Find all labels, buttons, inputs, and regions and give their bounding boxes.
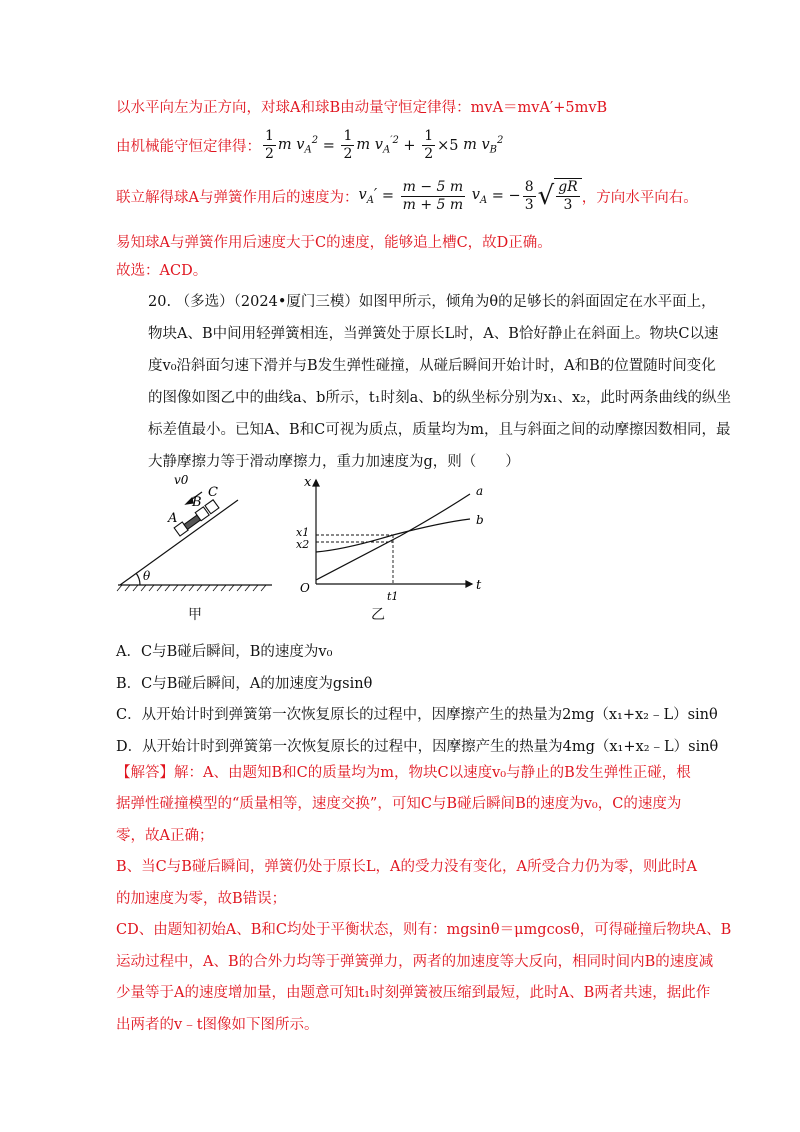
solution-line-5: 故选：ACD。 — [116, 263, 208, 279]
question-line-1 — [148, 292, 716, 312]
incline-surface — [120, 500, 238, 585]
velocity-suffix: ，方向水平向右。 — [581, 189, 698, 206]
answer-tag: 【解答】 — [116, 765, 174, 781]
question-line-4: 的图像如图乙中的曲线a、b所示，t₁时刻a、b的纵坐标分别为x₁、x₂，此时两条曲线的纵坐 — [148, 390, 731, 406]
x1-label: x1 — [296, 526, 310, 539]
caption-jia: 甲 — [188, 607, 202, 623]
question-line-6: 大静摩擦力等于滑动摩擦力，重力加速度为g，则（ ） — [148, 454, 520, 470]
question-text-1: 如图甲所示，倾角为θ的足够长的斜面固定在水平面上， — [358, 294, 716, 310]
energy-equation — [116, 128, 503, 163]
answer-line-8: 少量等于A的速度增加量，由题意可知t₁时刻弹簧被压缩到最短，此时A、B两者共速，据此作 — [116, 985, 711, 1001]
answer-line-2: 据弹性碰撞模型的“质量相等，速度交换”，可知C与B碰后瞬间B的速度为v₀，C的速度为 — [116, 796, 682, 812]
x2-label: x2 — [296, 538, 310, 551]
curve-b-label: b — [476, 513, 484, 527]
curve-a-label: a — [476, 484, 484, 498]
question-tag: （多选）（2024•厦门三模） — [175, 294, 359, 310]
option-c[interactable]: C．从开始计时到弹簧第一次恢复原长的过程中，因摩擦产生的热量为2mg（x₁+x₂﹣L）sinθ — [116, 707, 718, 723]
option-d[interactable]: D．从开始计时到弹簧第一次恢复原长的过程中，因摩擦产生的热量为4mg（x₁+x₂﹣L）sinθ — [116, 739, 719, 755]
axis-t: t — [476, 578, 482, 593]
answer-line-4: B、当C与B碰后瞬间，弹簧仍处于原长L，A的受力没有变化，A所受合力仍为零，则此时A — [116, 859, 697, 875]
velocity-formula: $v_A'$ = $\frac{m - 5 m}{m + 5 m}$ $v_A$ = − $\frac{8}{3}$ √ $\frac{gR}{3}$ — [358, 178, 581, 214]
label-b: B — [192, 495, 202, 510]
axis-x: x — [304, 475, 312, 490]
label-v0: v0 — [174, 473, 189, 487]
figure-incline — [110, 470, 280, 595]
answer-line-1 — [116, 763, 691, 783]
figure-graph — [290, 472, 490, 612]
energy-prefix: 由机械能守恒定律得： — [116, 139, 261, 155]
answer-line-3: 零，故A正确； — [116, 828, 214, 844]
question-number: 20. — [148, 294, 172, 310]
answer-line-7: 运动过程中，A、B的合外力均等于弹簧弹力，两者的加速度等大反向，相同时间内B的速度减 — [116, 954, 714, 970]
label-a: A — [168, 511, 178, 526]
answer-line-6: CD、由题知初始A、B和C均处于平衡状态，则有：mgsinθ＝μmgcosθ，可得碰撞后物块A、B — [116, 922, 732, 938]
question-line-5: 标差值最小。已知A、B和C可视为质点，质量均为m，且与斜面之间的动摩擦因数相同，最 — [148, 422, 731, 438]
energy-formula: $\frac{1}{2}$ m $v_A^2$ = $\frac{1}{2}$ m $v_A^{'2}$ + $\frac{1}{2}$ ×5 m $v_B^2$ — [265, 128, 504, 162]
answer-line-9: 出两者的v﹣t图像如下图所示。 — [116, 1017, 319, 1033]
solution-line-1: 以水平向左为正方向，对球A和球B由动量守恒定律得：mvA＝mvA′+5mvB — [116, 100, 608, 116]
caption-yi: 乙 — [371, 607, 385, 623]
answer-line-5: 的加速度为零，故B错误； — [116, 891, 287, 907]
solution-line-4: 易知球A与弹簧作用后速度大于C的速度，能够追上槽C，故D正确。 — [116, 235, 552, 251]
answer-text-1: 解：A、由题知B和C的质量均为m，物块C以速度v₀与静止的B发生弹性正碰，根 — [174, 765, 691, 781]
velocity-result — [116, 178, 698, 214]
origin-label: O — [300, 581, 310, 595]
question-line-2: 物块A、B中间用轻弹簧相连，当弹簧处于原长L时，A、B恰好静止在斜面上。物块C以速 — [148, 326, 719, 342]
t1-label: t1 — [387, 590, 399, 603]
velocity-prefix: 联立解得球A与弹簧作用后的速度为： — [116, 189, 359, 206]
option-a[interactable]: A．C与B碰后瞬间，B的速度为v₀ — [116, 644, 333, 660]
question-line-3: 度v₀沿斜面匀速下滑并与B发生弹性碰撞，从碰后瞬间开始计时，A和B的位置随时间变化 — [148, 358, 716, 374]
label-c: C — [208, 485, 218, 500]
label-theta: θ — [143, 569, 151, 583]
option-b[interactable]: B．C与B碰后瞬间，A的加速度为gsinθ — [116, 676, 373, 692]
